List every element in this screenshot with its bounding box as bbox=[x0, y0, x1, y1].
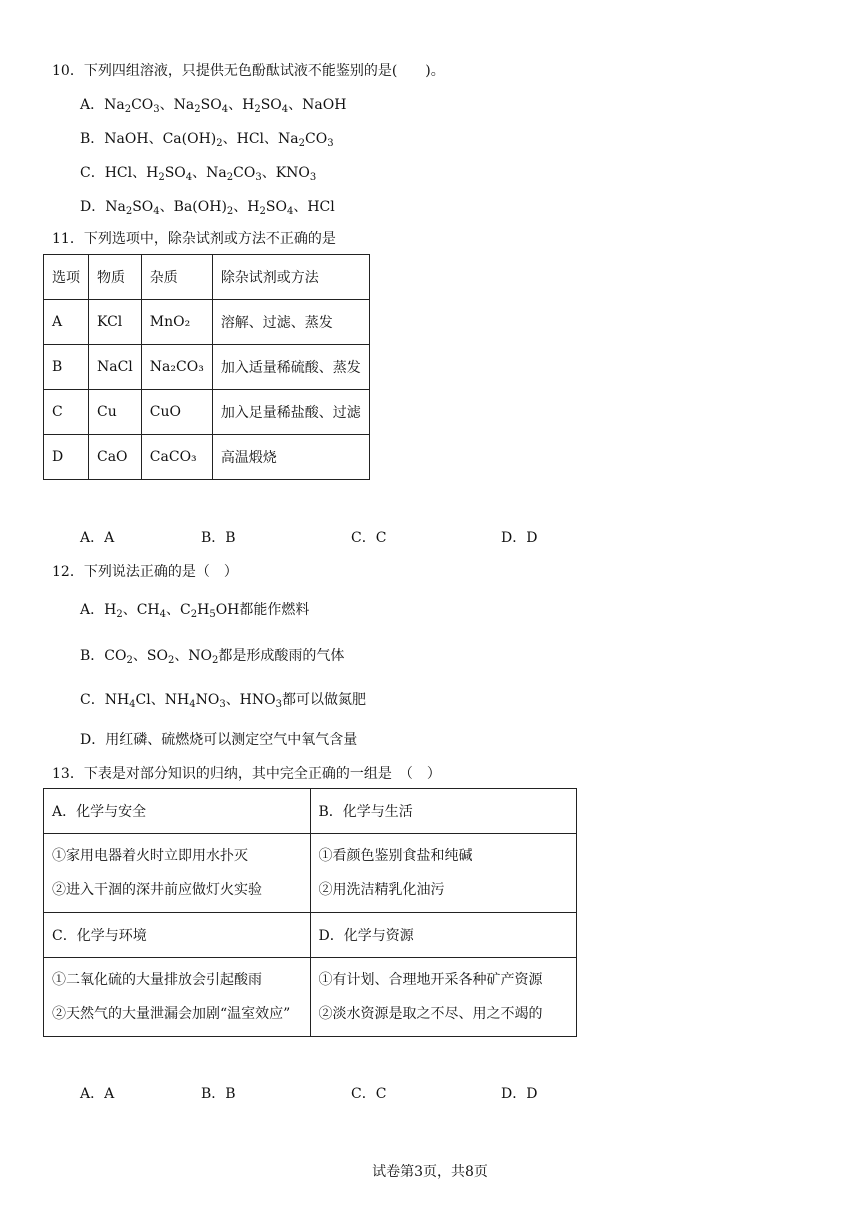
q12-option-b: B．$CO_2$、$SO_2$、$NO_2$都是形成酸雨的气体 bbox=[80, 648, 345, 666]
table-cell: MnO₂ bbox=[141, 300, 212, 345]
cell-d-line-2: ②淡水资源是取之不尽、用之不竭的 bbox=[318, 1006, 543, 1022]
q13-stem: 13．下表是对部分知识的归纳，其中完全正确的一组是 （ ） bbox=[52, 766, 441, 782]
q10-option-b: B．NaOH、$Ca(OH)_2$、HCl、$Na_2CO_3$ bbox=[80, 131, 334, 149]
cell-b-line-2: ②用洗洁精乳化油污 bbox=[318, 882, 445, 898]
answer-option-c: C．C bbox=[351, 530, 387, 546]
table-cell: CaO bbox=[89, 435, 142, 480]
table-row bbox=[44, 435, 370, 480]
header-cell: 选项 bbox=[44, 255, 89, 300]
q10-option-d: D．$Na_2SO_4$、$Ba(OH)_2$、$H_2SO_4$、HCl bbox=[80, 199, 335, 217]
q10-option-a: A．$Na_2CO_3$、$Na_2SO_4$、$H_2SO_4$、NaOH bbox=[80, 97, 347, 115]
q11-stem: 11．下列选项中，除杂试剂或方法不正确的是 bbox=[52, 231, 336, 247]
cell-c-body bbox=[44, 958, 311, 1037]
answer-option-c: C．C bbox=[351, 1086, 387, 1102]
cell-b-body bbox=[310, 834, 577, 913]
cell-b-line-1: ①看颜色鉴别食盐和纯碱 bbox=[318, 848, 473, 864]
q10-stem: 10．下列四组溶液，只提供无色酚酞试液不能鉴别的是( )。 bbox=[52, 63, 445, 79]
table-header-row bbox=[44, 255, 370, 300]
cell-a-body bbox=[44, 834, 311, 913]
table-cell: D bbox=[44, 435, 89, 480]
cell-d-body bbox=[310, 958, 577, 1037]
table-cell: Na₂CO₃ bbox=[141, 345, 212, 390]
table-cell: KCl bbox=[89, 300, 142, 345]
table-cell: 加入足量稀盐酸、过滤 bbox=[212, 390, 369, 435]
cell-d-line-1: ①有计划、合理地开采各种矿产资源 bbox=[318, 972, 543, 988]
q10-option-c: C．HCl、$H_2SO_4$、$Na_2CO_3$、$KNO_3$ bbox=[80, 165, 317, 183]
table-cell: CaCO₃ bbox=[141, 435, 212, 480]
cell-a-title: A．化学与安全 bbox=[44, 789, 311, 834]
table-cell: NaCl bbox=[89, 345, 142, 390]
page-footer: 试卷第3页，共8页 bbox=[372, 1164, 488, 1180]
answer-option-b: B．B bbox=[201, 530, 236, 546]
q12-stem: 12．下列说法正确的是（ ） bbox=[52, 564, 238, 580]
header-cell: 杂质 bbox=[141, 255, 212, 300]
header-cell: 物质 bbox=[89, 255, 142, 300]
cell-a-line-1: ①家用电器着火时立即用水扑灭 bbox=[52, 848, 248, 864]
answer-option-a: A．A bbox=[80, 1086, 115, 1102]
cell-c-line-1: ①二氧化硫的大量排放会引起酸雨 bbox=[52, 972, 262, 988]
cell-d-title: D．化学与资源 bbox=[310, 913, 577, 958]
answer-option-d: D．D bbox=[501, 530, 538, 546]
answer-option-b: B．B bbox=[201, 1086, 236, 1102]
table-cell: Cu bbox=[89, 390, 142, 435]
table-cell: 高温煅烧 bbox=[212, 435, 369, 480]
table-row bbox=[44, 300, 370, 345]
cell-b-title: B．化学与生活 bbox=[310, 789, 577, 834]
table-cell: A bbox=[44, 300, 89, 345]
table-row bbox=[44, 390, 370, 435]
cell-c-line-2: ②天然气的大量泄漏会加剧“温室效应” bbox=[52, 1006, 291, 1022]
table-row bbox=[44, 345, 370, 390]
table-cell: 溶解、过滤、蒸发 bbox=[212, 300, 369, 345]
answer-option-d: D．D bbox=[501, 1086, 538, 1102]
table-cell: B bbox=[44, 345, 89, 390]
q12-option-c: C．$NH_4Cl$、$NH_4NO_3$、$HNO_3$都可以做氮肥 bbox=[80, 692, 366, 710]
cell-c-title: C．化学与环境 bbox=[44, 913, 311, 958]
q12-option-d: D．用红磷、硫燃烧可以测定空气中氧气含量 bbox=[80, 732, 358, 748]
q13-table bbox=[43, 788, 577, 1037]
table-cell: 加入适量稀硫酸、蒸发 bbox=[212, 345, 369, 390]
table-cell: C bbox=[44, 390, 89, 435]
q12-option-a: A．$H_2$、$CH_4$、$C_2H_5OH$都能作燃料 bbox=[80, 602, 310, 620]
table-cell: CuO bbox=[141, 390, 212, 435]
q11-table bbox=[43, 254, 370, 480]
header-cell: 除杂试剂或方法 bbox=[212, 255, 369, 300]
cell-a-line-2: ②进入干涸的深井前应做灯火实验 bbox=[52, 882, 262, 898]
answer-option-a: A．A bbox=[80, 530, 115, 546]
